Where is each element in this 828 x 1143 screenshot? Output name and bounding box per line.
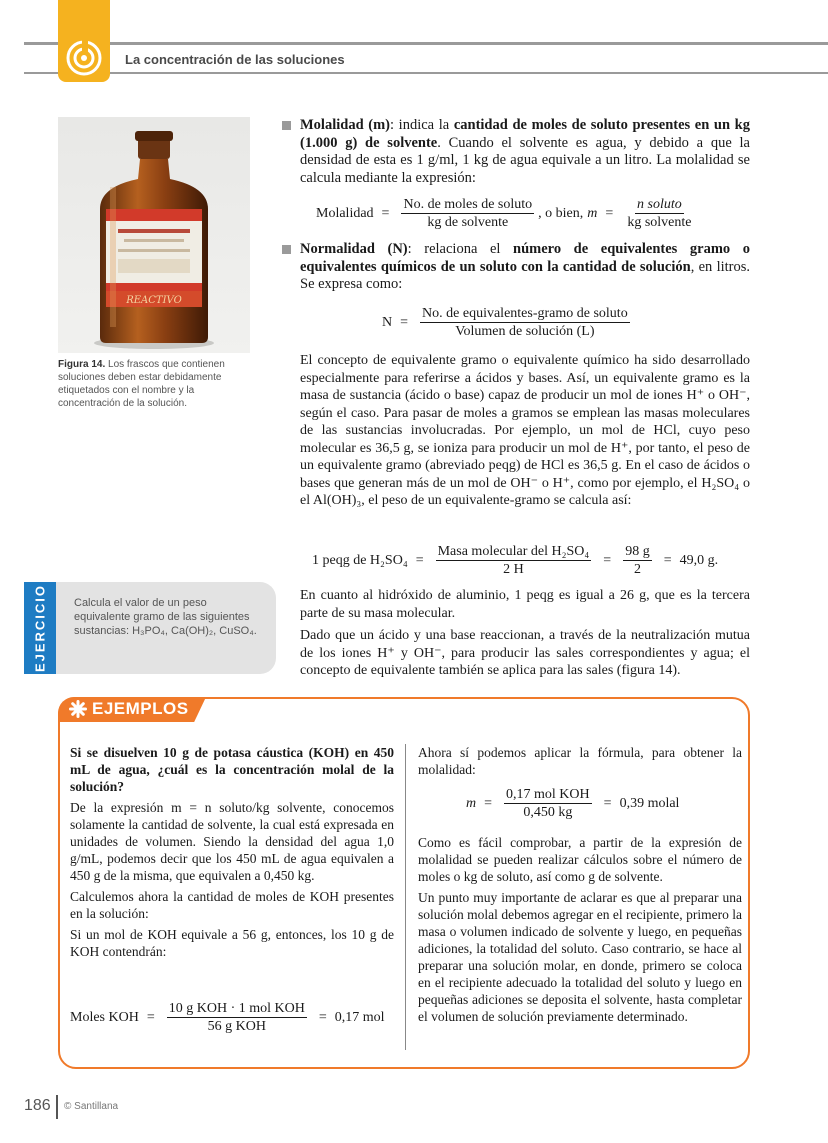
- figure-caption-text: Los frascos que contienen soluciones deben estar debidamente etiquetados con el nombre y la concentración de la solución.: [58, 359, 225, 409]
- example-p2: Calculemos ahora la cantidad de moles de KOH presentes en la solución:: [70, 889, 394, 921]
- examples-title: EJEMPLOS: [92, 699, 189, 718]
- bullet-molalidad: [282, 121, 291, 130]
- aluminio-paragraph: En cuanto al hidróxido de aluminio, 1 peqg es igual a 26 g, que es la tercera parte de su masa molecular.: [300, 588, 750, 621]
- moles-koh-formula: Moles KOH = $\frac{\text{10 g KOH · 1 mol KOH}}{\text{56 g KOH}}$ = 0,17 mol: [70, 1001, 385, 1034]
- peqg-formula: 1 peqg de H₂SO₄ = $\frac{\text{Masa molecular del H₂SO₄}}{2 H}$ = $\frac{98 g}{2}$ = 49,0 g.: [312, 544, 719, 577]
- normalidad-paragraph: Normalidad (N): relaciona el número de equivalentes gramo o equivalentes químicos de un soluto con la cantidad de solución, en litros. Se expresa como:: [300, 241, 751, 292]
- bottle-label-text: REACTIVO: [126, 295, 182, 306]
- bottle-photo: [58, 117, 250, 353]
- examples-divider: [405, 744, 406, 1050]
- figure-caption: [58, 358, 258, 410]
- molalidad-term: Molalidad (m): [300, 117, 391, 133]
- example-r2: Como es fácil comprobar, a partir de la expresión de molalidad se pueden realizar cálculos sobre el número de moles o kg de soluto, así como g de solvente.: [418, 835, 742, 884]
- examples-right-column: [418, 744, 742, 782]
- chapter-title: La concentración de las soluciones: [125, 52, 345, 67]
- exercise-text: Calcula el valor de un peso equivalente gramo de las siguientes sustancias: H₃PO₄, Ca(OH)₂, CuSO₄.: [74, 597, 257, 637]
- exercise-tab: EJERCICIO: [24, 582, 56, 674]
- example-p1: De la expresión m = n soluto/kg solvente, conocemos solamente la cantidad de solvente, la cual está expresada en unidades de volumen. Siendo la densidad del agua 1,0 g/mL, podemos decir que los 450 mL de agua equivalen a 450 g de la misma, que equivalen a 0,450 kg.: [70, 800, 394, 883]
- molalidad-paragraph: Molalidad (m): indica la cantidad de moles de soluto presentes en un kg (1.000 g) de solvente. Cuando el solvente es agua, y debido a que la densidad de esta es 1 g/ml, 1 kg de agua equivale a un litro. La molalidad se calcula mediante la expresión:: [300, 117, 751, 186]
- footer-divider: [56, 1095, 58, 1119]
- page-number: 186: [24, 1097, 51, 1114]
- header-rule-bottom: [24, 72, 828, 74]
- normalidad-formula: N = $\frac{\text{No. de equivalentes-gramo de soluto}}{\text{Volumen de solución (L)}}$: [382, 306, 628, 339]
- examples-right-column-lower: [418, 834, 742, 1029]
- bullet-normalidad: [282, 245, 291, 254]
- examples-left-column: [70, 744, 394, 964]
- example-r3: Un punto muy importante de aclarar es que al preparar una solución molal debemos agregar en el recipiente, primero la masa o volumen indicado de solvente y luego, en pequeñas adiciones, la totalidad del soluto. Caso contrario, se hace al preparar una solución molar, en donde, primero se coloca en el recipiente adecuado la totalidad del soluto y luego en pequeñas adiciones se deposita el solvente, hasta completar el volumen de solución previamente determinado.: [418, 890, 742, 1024]
- example-r1: Ahora sí podemos aplicar la fórmula, para obtener la molalidad:: [418, 745, 742, 777]
- molalidad-formula: Molalidad = $\frac{\text{No. de moles de soluto}}{\text{kg de solvente}}$ , o bien, m = $\frac{\text{n soluto}}{\text{kg solvente}}$: [316, 197, 692, 230]
- molalidad-result-formula: m = $\frac{\text{0,17 mol KOH}}{0,450 kg}$ = 0,39 molal: [466, 787, 680, 820]
- normalidad-term: Normalidad (N): [300, 241, 408, 257]
- example-p3: Si un mol de KOH equivale a 56 g, entonces, los 10 g de KOH contendrán:: [70, 927, 394, 959]
- asterisk-icon: [68, 699, 88, 719]
- sales-paragraph: Dado que un ácido y una base reaccionan, a través de la neutralización mutua de los iones H⁺ y OH⁻, para producir las sales correspondientes y agua; el concepto de equivalente también se aplica para las sales (figura 14).: [300, 628, 750, 678]
- figure-label: Figura 14.: [58, 359, 106, 370]
- copyright: © Santillana: [64, 1101, 119, 1112]
- equivalente-paragraph: El concepto de equivalente gramo o equivalente químico ha sido desarrollado especialmente para referirse a ácidos y bases. Así, un equivalente gramo es la masa de sustancia (ácido o base) capaz de producir un mol de iones H⁺ o OH⁻, según el caso. Para pasar de moles a gramos se emplean las masas moleculares de las sustancias involucradas. Por ejemplo, un mol de HCl, cuyo peso molecular es 36,5 g, se ioniza para producir un mol de H⁺, por tanto, el peso de un equivalente gramo (abreviado peqg) de HCl es 36,5 g. En el caso de ácidos o bases que generan más de un mol de OH⁻ o H⁺, como por ejemplo, el H₂SO₄ o el Al(OH)₃, el peso de un equivalente-gramo se calcula así:: [300, 353, 750, 508]
- example-question: Si se disuelven 10 g de potasa cáustica (KOH) en 450 mL de agua, ¿cuál es la concentración molal de la solución?: [70, 745, 394, 794]
- bottle-illustration: [58, 117, 250, 353]
- header-rule-top: [24, 42, 828, 45]
- spiral-logo-icon: [66, 40, 102, 76]
